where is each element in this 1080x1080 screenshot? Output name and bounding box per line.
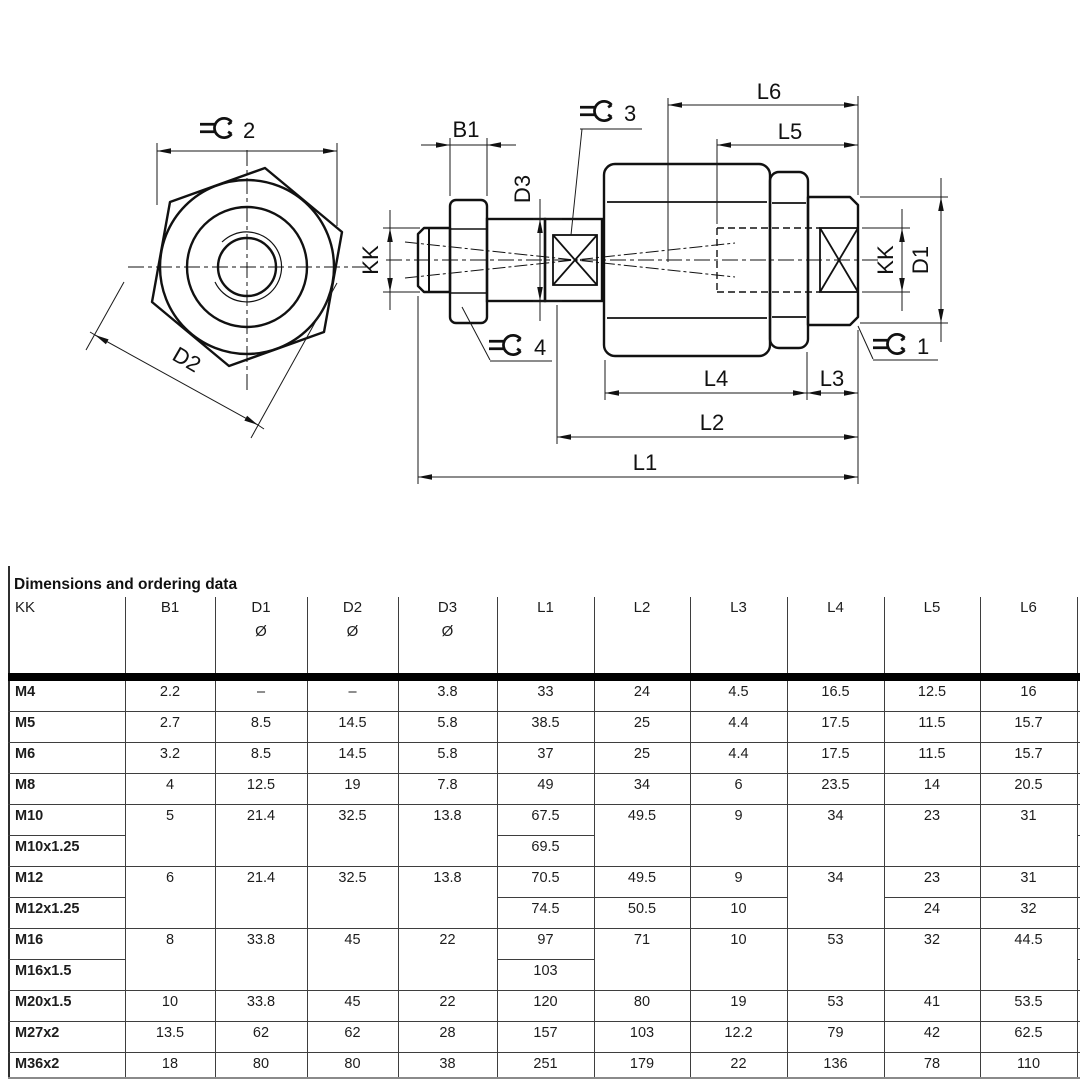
cell: 32.5 [307, 867, 398, 929]
cell: 120 [497, 991, 594, 1022]
cell: 69.5 [497, 836, 594, 867]
row-header: M27x2 [8, 1022, 125, 1053]
wrench-icon [873, 334, 905, 353]
cell: 25 [594, 743, 690, 774]
cell: 45 [307, 991, 398, 1022]
wrench-icon [200, 118, 232, 137]
col-header-d2: D2 Ø [307, 597, 398, 677]
cell: 4.5 [690, 677, 787, 712]
cell: 103 [594, 1022, 690, 1053]
cell: 41 [884, 991, 980, 1022]
cell: 38.5 [497, 712, 594, 743]
cell: 78 [884, 1053, 980, 1078]
dim-l4 [605, 352, 807, 400]
cell: 20.5 [980, 774, 1077, 805]
diameter-symbol: Ø [441, 623, 454, 640]
wrench-size-label: 2 [243, 118, 256, 143]
row-header: M20x1.5 [8, 991, 125, 1022]
cell: 10 [690, 929, 787, 991]
cell: 53 [787, 991, 884, 1022]
table-row [8, 805, 1080, 836]
dim-b1 [421, 117, 516, 196]
cell: 10 [125, 991, 215, 1022]
cell: 15.7 [980, 712, 1077, 743]
cell: – [307, 677, 398, 712]
cell: 49.5 [594, 805, 690, 867]
cell: 22 [690, 1053, 787, 1078]
cell: 32 [980, 898, 1077, 929]
col-header-b1: B1 [125, 597, 215, 677]
end-cap [808, 197, 858, 325]
row-header: M16x1.5 [8, 960, 125, 991]
row-header: M8 [8, 774, 125, 805]
dim-d3 [510, 175, 562, 321]
cell: 14 [884, 774, 980, 805]
cell: 42 [884, 1022, 980, 1053]
col-header-l4: L4 [787, 597, 884, 677]
cell: 5.8 [398, 712, 497, 743]
cell: 14.5 [307, 712, 398, 743]
row-header: M10 [8, 805, 125, 836]
dim-l3 [807, 366, 858, 393]
cell: 45 [307, 929, 398, 991]
cell: 62 [307, 1022, 398, 1053]
table-row [8, 1053, 1080, 1078]
cell: 16.5 [787, 677, 884, 712]
cell: 12.5 [215, 774, 307, 805]
lock-nut [450, 200, 487, 323]
cell: 80 [307, 1053, 398, 1078]
cell: 2.2 [125, 677, 215, 712]
dimensions-table-wrapper [8, 597, 1080, 1077]
row-header: M10x1.25 [8, 836, 125, 867]
cell: 103 [497, 960, 594, 991]
cell: 24 [594, 677, 690, 712]
cell: 251 [497, 1053, 594, 1078]
cell: 32 [884, 929, 980, 991]
wrench-size-label: 3 [624, 101, 637, 126]
front-view [128, 150, 372, 392]
cell: 28 [398, 1022, 497, 1053]
cell: 15.7 [980, 743, 1077, 774]
cell: 13.8 [398, 805, 497, 867]
cell: 14.5 [307, 743, 398, 774]
cell: 10 [690, 898, 787, 929]
cell: – [215, 677, 307, 712]
cell: 34 [787, 805, 884, 867]
d1-label: D1 [908, 245, 933, 275]
cell: 53 [787, 929, 884, 991]
col-header-kk: KK [8, 597, 125, 677]
col-header-d1: D1 Ø [215, 597, 307, 677]
wrench-size-label: 1 [917, 334, 930, 359]
cell: 33.8 [215, 991, 307, 1022]
nut-facets [450, 229, 487, 293]
table-row [8, 774, 1080, 805]
cell: 8 [125, 929, 215, 991]
cell: 17.5 [787, 712, 884, 743]
wrench-icon [580, 101, 612, 120]
cell: 110 [980, 1053, 1077, 1078]
cell: 4.4 [690, 743, 787, 774]
kk-label: KK [358, 245, 383, 275]
cell: 6 [690, 774, 787, 805]
cell: 13.5 [125, 1022, 215, 1053]
l6-label: L6 [756, 79, 782, 104]
cell: 157 [497, 1022, 594, 1053]
cell: 49 [497, 774, 594, 805]
row-header: M5 [8, 712, 125, 743]
l5-label: L5 [777, 119, 803, 144]
table-title: Dimensions and ordering data [14, 576, 238, 593]
ext-line [450, 138, 487, 196]
cell: 21.4 [215, 867, 307, 929]
cell: 23 [884, 867, 980, 898]
cell: 12.2 [690, 1022, 787, 1053]
table-row [8, 1022, 1080, 1053]
cell: 3.8 [398, 677, 497, 712]
cell: 97 [497, 929, 594, 960]
table-row [8, 929, 1080, 960]
cell: 37 [497, 743, 594, 774]
header-row [8, 597, 1080, 677]
cell: 79 [787, 1022, 884, 1053]
d3-label: D3 [510, 174, 535, 204]
cell: 25 [594, 712, 690, 743]
dimensions-table [8, 597, 1080, 1077]
row-header: M4 [8, 677, 125, 712]
dim-d2 [86, 282, 337, 438]
table-row [8, 743, 1080, 774]
l4-label: L4 [703, 366, 729, 391]
cell: 5 [125, 805, 215, 867]
cell: 19 [307, 774, 398, 805]
cell: 34 [787, 867, 884, 929]
cell: 31 [980, 867, 1077, 898]
bottom-crop-hairline [8, 1077, 1080, 1079]
cell: 4.4 [690, 712, 787, 743]
l3-label: L3 [819, 366, 845, 391]
cell: 19 [690, 991, 787, 1022]
cell: 53.5 [980, 991, 1077, 1022]
cell: 67.5 [497, 805, 594, 836]
cell: 6 [125, 867, 215, 929]
cell: 7.8 [398, 774, 497, 805]
table-row [8, 991, 1080, 1022]
cell: 38 [398, 1053, 497, 1078]
cell: 2.7 [125, 712, 215, 743]
cell: 22 [398, 991, 497, 1022]
cell: 33.8 [215, 929, 307, 991]
cell: 62.5 [980, 1022, 1077, 1053]
col-header-l6: L6 [980, 597, 1077, 677]
cell: 23 [884, 805, 980, 867]
kk-label: KK [873, 245, 898, 275]
row-header: M16 [8, 929, 125, 960]
diameter-symbol: Ø [255, 623, 267, 640]
cell: 80 [215, 1053, 307, 1078]
cell: 62 [215, 1022, 307, 1053]
cell: 13.8 [398, 867, 497, 929]
callout-wrench1 [858, 326, 938, 360]
row-header: M6 [8, 743, 125, 774]
cell: 4 [125, 774, 215, 805]
row-header: M12 [8, 867, 125, 898]
cell: 23.5 [787, 774, 884, 805]
leader-line [858, 326, 873, 359]
cell: 22 [398, 929, 497, 991]
cell: 34 [594, 774, 690, 805]
col-header-l1: L1 [497, 597, 594, 677]
cell: 9 [690, 867, 787, 898]
cell: 49.5 [594, 867, 690, 898]
cell: 16 [980, 677, 1077, 712]
cell: 33 [497, 677, 594, 712]
cell: 179 [594, 1053, 690, 1078]
cell: 8.5 [215, 743, 307, 774]
cell: 71 [594, 929, 690, 991]
cell: 31 [980, 805, 1077, 867]
row-header: M36x2 [8, 1053, 125, 1078]
cell: 3.2 [125, 743, 215, 774]
cell: 12.5 [884, 677, 980, 712]
table-row [8, 867, 1080, 898]
cell: 21.4 [215, 805, 307, 867]
wrench-size-label: 4 [534, 335, 547, 360]
row-header: M12x1.25 [8, 898, 125, 929]
l2-label: L2 [699, 410, 725, 435]
cell: 32.5 [307, 805, 398, 867]
dim-l1 [418, 296, 858, 484]
cell: 18 [125, 1053, 215, 1078]
ext-line [668, 96, 858, 262]
table-row [8, 712, 1080, 743]
col-header-d3: D3 Ø [398, 597, 497, 677]
cell: 9 [690, 805, 787, 867]
cell: 11.5 [884, 743, 980, 774]
dim-l6 [668, 79, 858, 262]
cell: 8.5 [215, 712, 307, 743]
col-header-l5: L5 [884, 597, 980, 677]
diameter-symbol: Ø [346, 623, 359, 640]
cell: 24 [884, 898, 980, 929]
cell: 50.5 [594, 898, 690, 929]
cell: 70.5 [497, 867, 594, 898]
cell: 44.5 [980, 929, 1077, 991]
l1-label: L1 [632, 450, 658, 475]
cell: 11.5 [884, 712, 980, 743]
d2-label: D2 [168, 341, 206, 378]
cell: 80 [594, 991, 690, 1022]
side-view [386, 164, 880, 356]
table-row [8, 677, 1080, 712]
ext-line [86, 282, 337, 438]
b1-label: B1 [452, 117, 480, 142]
cell: 5.8 [398, 743, 497, 774]
col-header-l3: L3 [690, 597, 787, 677]
cell: 74.5 [497, 898, 594, 929]
wrench-icon [489, 335, 521, 354]
col-header-l2: L2 [594, 597, 690, 677]
cell: 136 [787, 1053, 884, 1078]
callout-wrench4 [462, 307, 552, 361]
cell: 17.5 [787, 743, 884, 774]
